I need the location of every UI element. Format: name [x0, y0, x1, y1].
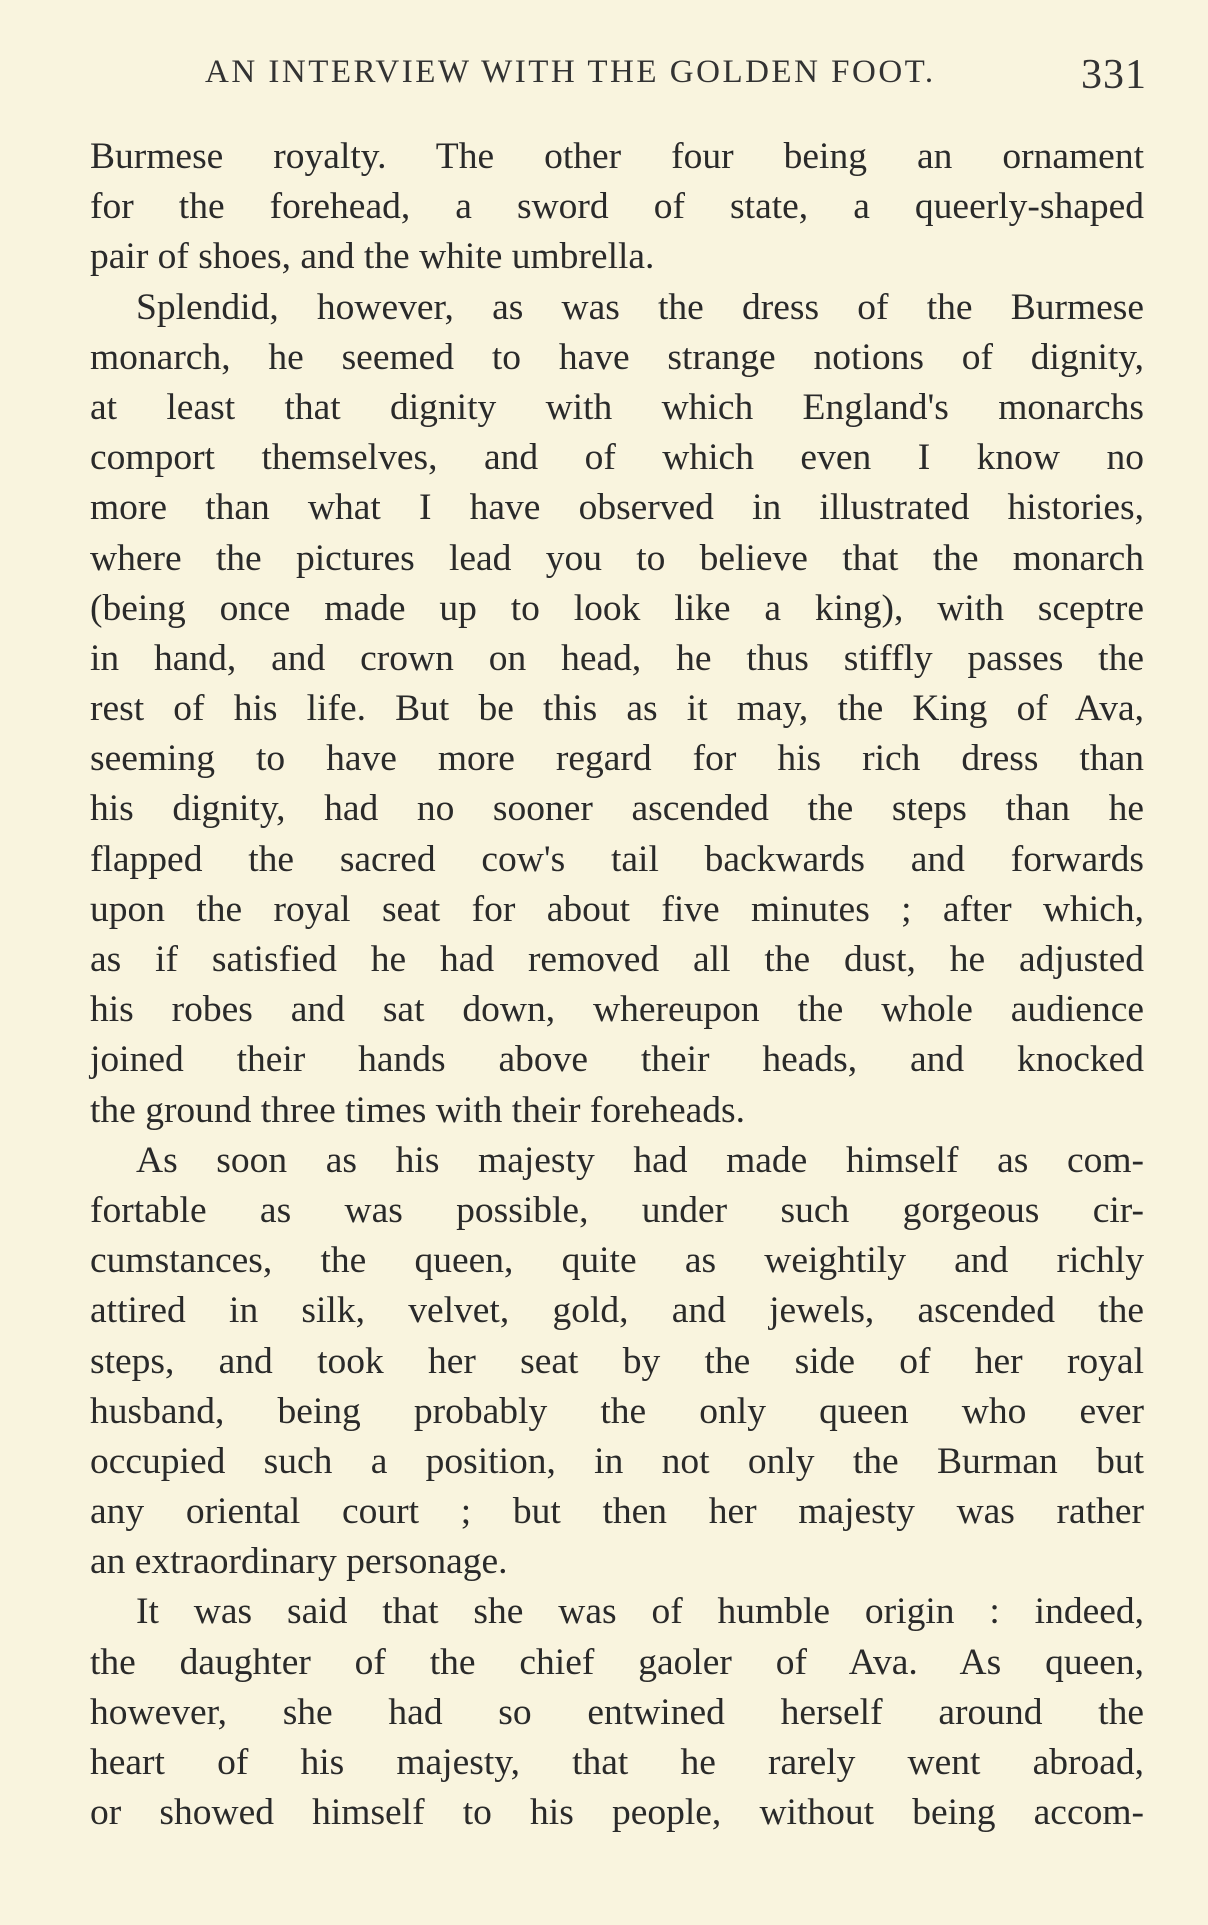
text-line: rest of his life. But be this as it may, the King of Ava,: [90, 688, 1144, 730]
body-text: [90, 132, 1144, 1838]
paragraph: [90, 1587, 1144, 1838]
paragraph: [90, 283, 1144, 1136]
paragraph: [90, 132, 1144, 283]
text-line: steps, and took her seat by the side of her royal: [90, 1340, 1144, 1382]
text-line: the ground three times with their foreheads.: [90, 1089, 746, 1131]
text-line: the daughter of the chief gaoler of Ava. As queen,: [90, 1641, 1144, 1683]
text-line: for the forehead, a sword of state, a queerly-shaped: [90, 186, 1144, 228]
text-line: cumstances, the queen, quite as weightily and richly: [90, 1240, 1144, 1282]
text-line: an extraordinary personage.: [90, 1541, 508, 1583]
text-line: husband, being probably the only queen who ever: [90, 1390, 1144, 1432]
text-line: joined their hands above their heads, and knocked: [90, 1039, 1144, 1081]
text-line: Splendid, however, as was the dress of the Burmese: [136, 286, 1144, 328]
running-head: [205, 52, 1147, 100]
text-line: his robes and sat down, whereupon the whole audience: [90, 989, 1144, 1031]
text-line: occupied such a position, in not only the Burman but: [90, 1440, 1144, 1482]
text-line: where the pictures lead you to believe that the monarch: [90, 537, 1144, 579]
text-line: It was said that she was of humble origin : indeed,: [136, 1591, 1144, 1633]
text-line: monarch, he seemed to have strange notions of dignity,: [90, 336, 1144, 378]
text-line: heart of his majesty, that he rarely went abroad,: [90, 1742, 1144, 1783]
text-line: flapped the sacred cow's tail backwards and forwards: [90, 838, 1144, 880]
text-line: any oriental court ; but then her majesty was rather: [90, 1491, 1144, 1533]
text-line: pair of shoes, and the white umbrella.: [90, 236, 655, 278]
text-line: in hand, and crown on head, he thus stiffly passes the: [90, 637, 1144, 679]
paragraph: [90, 1136, 1144, 1588]
text-line: however, she had so entwined herself around the: [90, 1691, 1144, 1733]
text-line: seeming to have more regard for his rich dress than: [90, 738, 1144, 780]
text-line: comport themselves, and of which even I know no: [90, 437, 1144, 479]
text-line: As soon as his majesty had made himself as com-: [136, 1139, 1144, 1181]
text-line: fortable as was possible, under such gorgeous cir-: [90, 1189, 1144, 1231]
text-line: upon the royal seat for about five minutes ; after which,: [90, 888, 1144, 930]
text-line: (being once made up to look like a king), with sceptre: [90, 587, 1144, 629]
text-line: attired in silk, velvet, gold, and jewels, ascended the: [90, 1290, 1144, 1332]
text-line: or showed himself to his people, without being accom-: [90, 1792, 1144, 1834]
page-number: 331: [1081, 52, 1147, 98]
text-line: as if satisfied he had removed all the dust, he adjusted: [90, 939, 1144, 980]
text-line: at least that dignity with which England's monarchs: [90, 386, 1144, 428]
text-line: more than what I have observed in illustrated histories,: [90, 487, 1144, 529]
running-title: AN INTERVIEW WITH THE GOLDEN FOOT.: [205, 54, 936, 90]
text-line: Burmese royalty. The other four being an ornament: [90, 136, 1144, 177]
text-line: his dignity, had no sooner ascended the steps than he: [90, 788, 1144, 830]
